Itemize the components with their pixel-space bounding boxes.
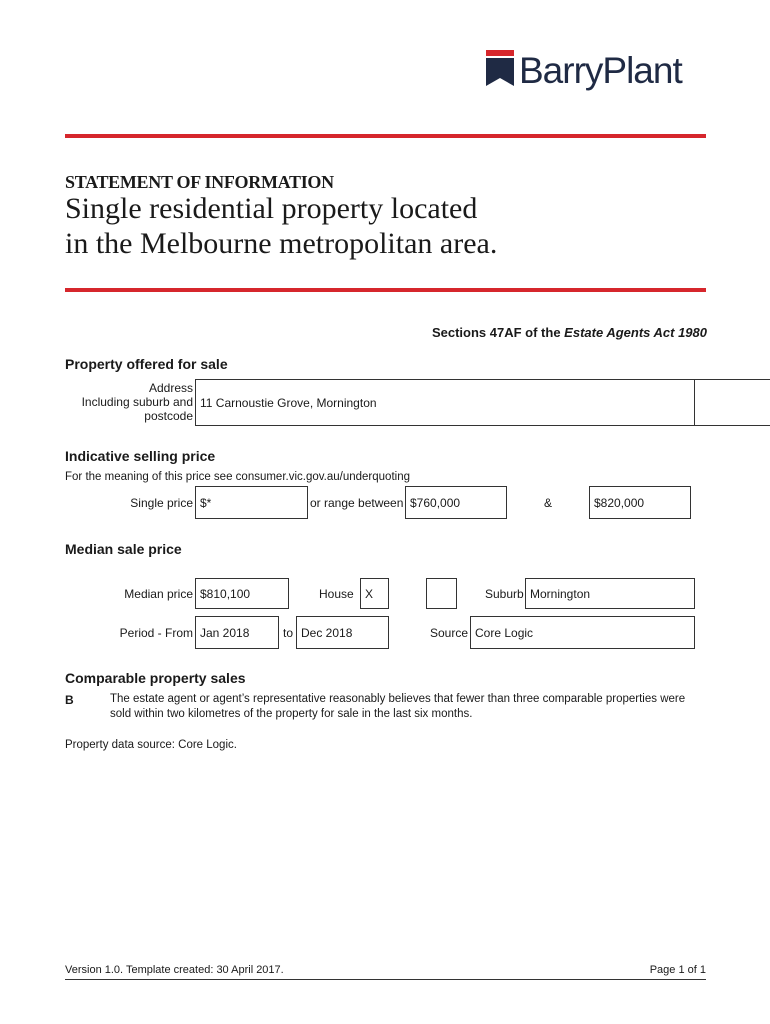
data-source-note: Property data source: Core Logic. — [65, 739, 237, 751]
single-price-value: $* — [200, 495, 212, 510]
suburb-value: Mornington — [530, 586, 591, 601]
period-to-value: Dec 2018 — [301, 625, 353, 640]
brand-name: BarryPlant — [519, 50, 682, 91]
house-checkbox[interactable] — [360, 578, 389, 609]
document-title-line-2: in the Melbourne metropolitan area. — [65, 227, 498, 260]
period-from-field[interactable] — [195, 616, 279, 649]
period-from-value: Jan 2018 — [200, 625, 250, 640]
range-high-field[interactable] — [589, 486, 691, 519]
suburb-field[interactable] — [525, 578, 695, 609]
comparable-text-line-2: sold within two kilometres of the property for sale in the last six months. — [110, 708, 473, 720]
comparable-marker: B — [65, 693, 74, 707]
indicative-heading: Indicative selling price — [65, 448, 216, 464]
act-reference-prefix: Sections 47AF of the — [431, 325, 565, 340]
single-price-label: Single price — [130, 496, 193, 510]
house-label: House — [319, 587, 354, 601]
address-field-extension — [694, 379, 770, 426]
range-low-field[interactable] — [405, 486, 507, 519]
source-label: Source — [430, 626, 469, 640]
median-price-value: $810,100 — [200, 586, 251, 601]
median-price-field[interactable] — [195, 578, 289, 609]
address-value: 11 Carnoustie Grove, Mornington — [200, 395, 377, 410]
footer-version: Version 1.0. Template created: 30 April 2017. — [65, 964, 284, 976]
address-label-line-2: Including suburb and — [81, 395, 193, 409]
range-label: or range between — [310, 496, 404, 510]
period-to-field[interactable] — [296, 616, 389, 649]
source-value: Core Logic — [475, 625, 534, 640]
address-field[interactable] — [195, 379, 695, 426]
brand-logo — [486, 50, 708, 100]
median-heading: Median sale price — [65, 541, 182, 557]
comparable-text-line-1: The estate agent or agent’s representative reasonably believes that fewer than three comparable properties were — [110, 693, 686, 705]
document-title-line-1: Single residential property located — [65, 192, 478, 225]
indicative-note: For the meaning of this price see consumer.vic.gov.au/underquoting — [65, 471, 410, 483]
comparable-heading: Comparable property sales — [65, 670, 246, 686]
single-price-field[interactable] — [195, 486, 308, 519]
act-name: Estate Agents Act 1980 — [564, 325, 707, 340]
document-kicker: STATEMENT OF INFORMATION — [65, 172, 334, 192]
range-ampersand: & — [544, 496, 553, 510]
title-divider — [65, 288, 706, 292]
period-to-label: to — [283, 626, 294, 640]
footer-divider — [65, 979, 706, 980]
property-heading: Property offered for sale — [65, 356, 228, 372]
act-reference — [432, 325, 707, 340]
address-label-line-3: postcode — [144, 409, 193, 423]
source-field[interactable] — [470, 616, 695, 649]
suburb-label: Suburb — [485, 587, 524, 601]
address-label-line-1: Address — [148, 381, 193, 395]
footer-page: Page 1 of 1 — [649, 964, 706, 976]
range-high-value: $820,000 — [594, 495, 645, 510]
period-from-label: Period - From — [119, 626, 193, 640]
median-price-label: Median price — [124, 587, 193, 601]
house-checkbox-value: X — [365, 586, 374, 601]
top-divider — [65, 134, 706, 138]
range-low-value: $760,000 — [410, 495, 461, 510]
barry-plant-flag-icon — [486, 50, 514, 86]
unit-checkbox[interactable] — [426, 578, 457, 609]
